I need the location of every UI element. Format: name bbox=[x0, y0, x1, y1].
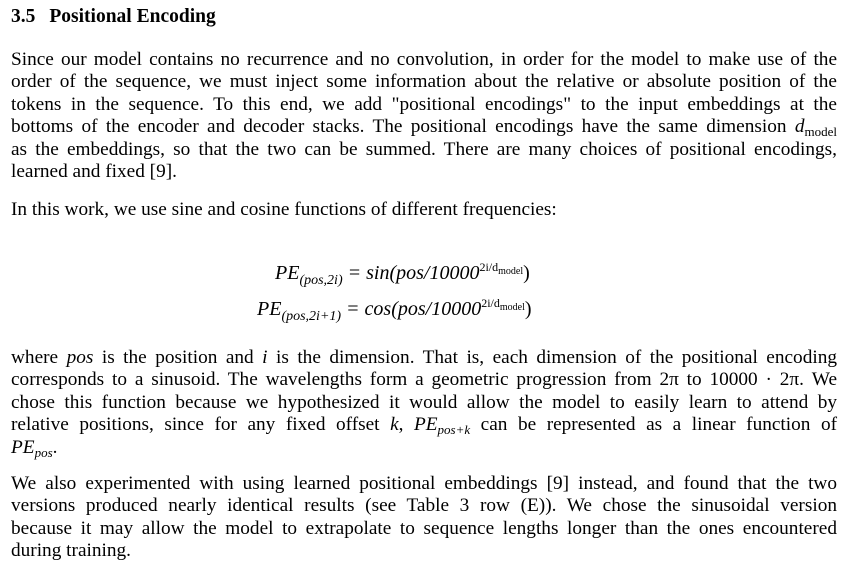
text-run: where bbox=[11, 347, 67, 368]
eq-close-paren: ) bbox=[523, 262, 530, 284]
math-pe: PE bbox=[413, 414, 438, 436]
paragraph-line: In this work, we use sine and cosine functions of different frequencies: bbox=[11, 199, 557, 220]
math-pe: PE bbox=[11, 436, 35, 458]
eq-lhs: PE bbox=[275, 262, 300, 284]
text-run: . bbox=[52, 436, 58, 458]
paragraph-line bbox=[11, 437, 837, 459]
paragraph-line: We also experimented with using learned positional embeddings [9] instead, and found that the two bbox=[11, 473, 837, 494]
math-pe-subscript: pos bbox=[34, 444, 53, 460]
dmodel-subscript: model bbox=[804, 124, 837, 140]
section-heading bbox=[11, 6, 216, 28]
paragraph-line: tokens in the sequence. To this end, we add "positional encodings" to the input embeddings at the bbox=[11, 93, 837, 115]
equation-sin bbox=[275, 260, 530, 288]
text-run: can be represented as a linear function of bbox=[470, 414, 838, 436]
text-run: is the dimension. That is, each dimension of the positional encoding bbox=[267, 347, 837, 368]
equation-cos bbox=[257, 296, 532, 324]
paragraph-1 bbox=[11, 49, 837, 183]
paragraph-line-text: bottoms of the encoder and decoder stacks. The positional encodings have the same dimension bbox=[11, 116, 787, 138]
paragraph-4 bbox=[11, 473, 837, 563]
eq-lhs: PE bbox=[257, 298, 282, 320]
eq-exponent-text: 2i/d bbox=[479, 260, 499, 274]
paragraph-line: during training. bbox=[11, 540, 131, 562]
eq-exponent-subscript: model bbox=[498, 266, 524, 277]
eq-exponent-subscript: model bbox=[499, 302, 525, 313]
text-run: relative positions, since for any fixed offset bbox=[11, 414, 391, 436]
math-i: i bbox=[262, 347, 268, 368]
eq-exponent-text: 2i/d bbox=[481, 296, 500, 310]
section-number: 3.5 bbox=[11, 6, 36, 27]
paragraph-line bbox=[11, 116, 837, 138]
text-run: is the position and bbox=[93, 347, 263, 368]
math-k: k bbox=[390, 414, 399, 436]
text-run: , bbox=[398, 414, 414, 436]
paragraph-line: learned and fixed [9]. bbox=[11, 160, 177, 182]
dmodel-symbol bbox=[794, 116, 837, 140]
paragraph-line bbox=[11, 414, 837, 436]
paragraph-line: versions produced nearly identical results (see Table 3 row (E)). We chose the sinusoidal version bbox=[11, 495, 837, 517]
eq-exponent bbox=[481, 296, 525, 313]
math-pe-subscript: pos+k bbox=[437, 422, 471, 438]
eq-rhs: = sin(pos/10000 bbox=[347, 262, 480, 284]
dmodel-base: d bbox=[794, 116, 805, 138]
paragraph-3 bbox=[11, 347, 837, 459]
math-pos: pos bbox=[66, 347, 94, 368]
paragraph-line: Since our model contains no recurrence and no convolution, in order for the model to make use of the bbox=[11, 49, 837, 70]
paragraph-line bbox=[11, 347, 837, 369]
section-title: Positional Encoding bbox=[49, 6, 216, 27]
paragraph-line: corresponds to a sinusoid. The wavelengths form a geometric progression from 2π to 10000 · 2π. We bbox=[11, 369, 837, 391]
eq-close-paren: ) bbox=[524, 298, 532, 320]
eq-exponent bbox=[479, 260, 524, 277]
paragraph-line: order of the sequence, we must inject some information about the relative or absolute position of the bbox=[11, 71, 837, 93]
paragraph-line: chose this function because we hypothesized it would allow the model to easily learn to attend by bbox=[11, 391, 837, 413]
paragraph-line: because it may allow the model to extrapolate to sequence lengths longer than the ones encountered bbox=[11, 517, 837, 539]
eq-rhs: = cos(pos/10000 bbox=[346, 298, 482, 320]
paragraph-line: as the embeddings, so that the two can be summed. There are many choices of positional encodings, bbox=[11, 138, 837, 160]
paragraph-2 bbox=[11, 199, 837, 221]
eq-lhs-subscript: (pos,2i) bbox=[299, 273, 343, 288]
eq-lhs-subscript: (pos,2i+1) bbox=[281, 309, 342, 324]
